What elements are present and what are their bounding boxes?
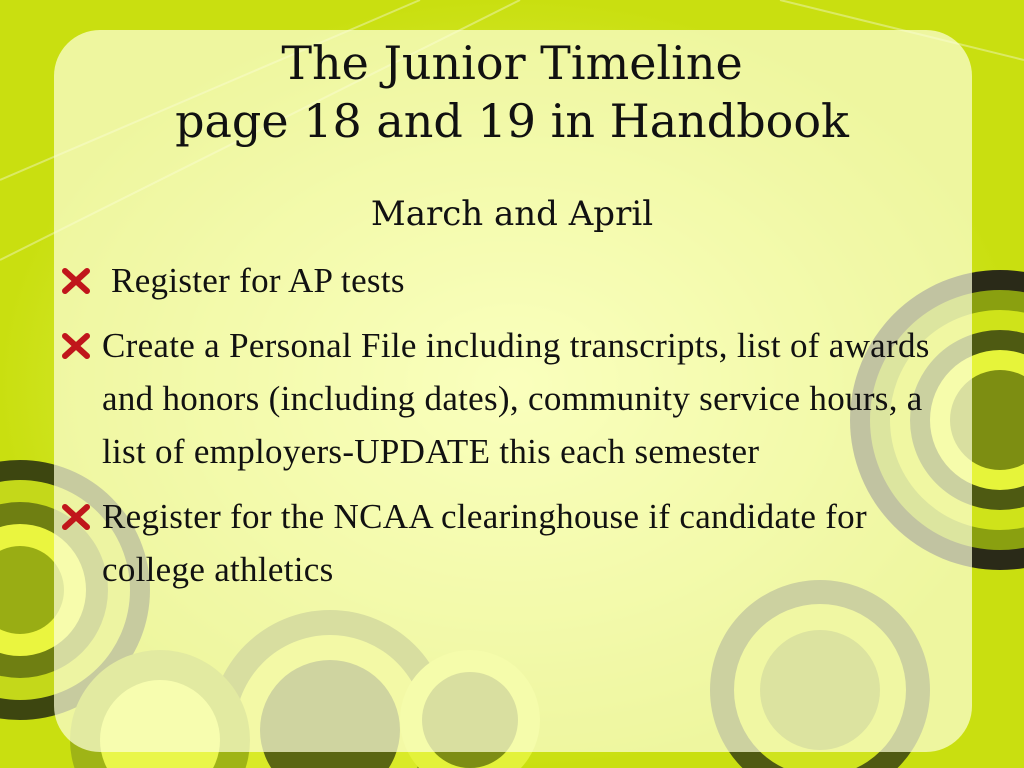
bullet-list (62, 254, 952, 608)
x-mark-icon (62, 268, 90, 294)
x-mark-icon (62, 333, 90, 359)
bullet-item (62, 254, 952, 307)
bullet-text: Register for the NCAA clearinghouse if candidate for college athletics (102, 497, 867, 589)
title-line-2: page 18 and 19 in Handbook (175, 94, 849, 148)
x-mark-icon (62, 504, 90, 530)
bullet-item (62, 490, 952, 596)
bullet-item (62, 319, 952, 478)
bullet-text: Create a Personal File including transcripts, list of awards and honors (including dates), community service hours, a list of employers-UPDATE this each semester (102, 326, 930, 471)
bullet-text: Register for AP tests (102, 261, 405, 300)
slide-title (0, 34, 1024, 150)
title-line-1: The Junior Timeline (281, 36, 743, 90)
slide-subtitle: March and April (370, 194, 654, 234)
